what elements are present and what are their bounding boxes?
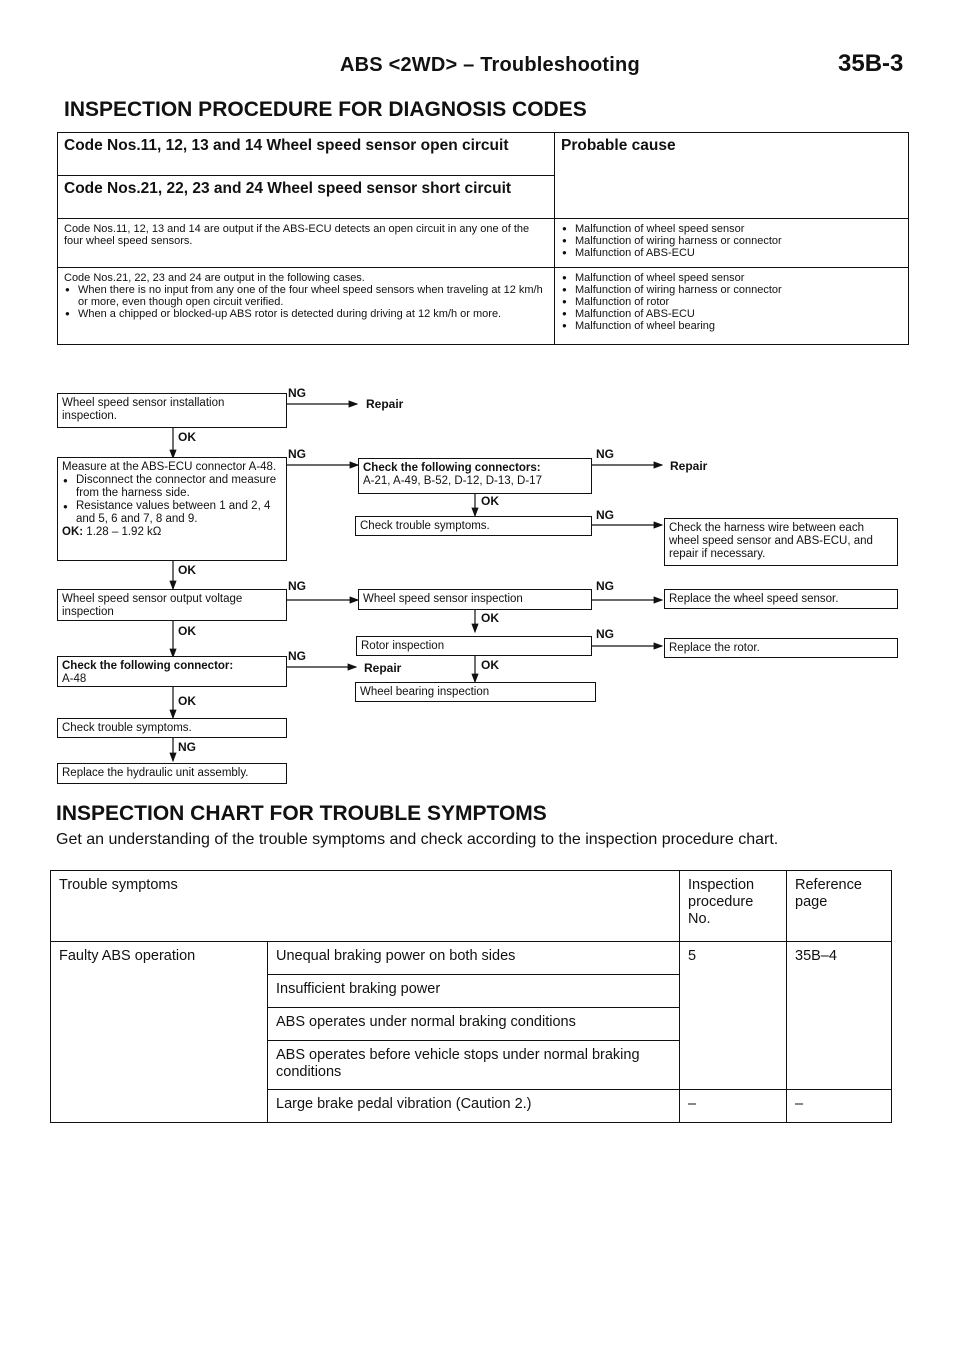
ng-label: NG bbox=[596, 508, 614, 522]
reference-last: – bbox=[787, 1090, 892, 1123]
check-connectors-title: Check the following connectors: bbox=[363, 462, 541, 474]
flow-box-measure-ecu-connector bbox=[57, 457, 287, 561]
flow-box-check-harness: Check the harness wire between each wheel speed sensor and ABS-ECU, and repair if necessary. bbox=[664, 518, 898, 566]
code-open-heading: Code Nos.11, 12, 13 and 14 Wheel speed sensor open circuit bbox=[58, 133, 555, 176]
symptom-row: Unequal braking power on both sides bbox=[268, 942, 680, 975]
trouble-symptoms-table bbox=[50, 870, 892, 1123]
flow-box-check-trouble-1: Check trouble symptoms. bbox=[355, 516, 592, 536]
short-case-item: ● When there is no input from any one of the four wheel speed sensors when traveling at 12 km/h or more, even though open circuit verified. bbox=[64, 284, 548, 308]
ok-spec-label: OK: bbox=[62, 526, 84, 538]
ok-label: OK bbox=[481, 658, 499, 672]
flow-box-check-connectors bbox=[358, 458, 592, 494]
code-short-heading: Code Nos.21, 22, 23 and 24 Wheel speed sensor short circuit bbox=[58, 176, 555, 219]
flow-box-replace-rotor: Replace the rotor. bbox=[664, 638, 898, 658]
flow-box-check-connector-a48 bbox=[57, 656, 287, 687]
repair-label-3: Repair bbox=[364, 661, 402, 675]
flow-box-replace-sensor: Replace the wheel speed sensor. bbox=[664, 589, 898, 609]
ng-label: NG bbox=[288, 649, 306, 663]
check-connector2-list: A-48 bbox=[62, 673, 87, 685]
cause-item: ● Malfunction of wheel speed sensor bbox=[561, 223, 902, 235]
ng-label: NG bbox=[178, 740, 196, 754]
ng-label: NG bbox=[596, 447, 614, 461]
ok-spec-value: 1.28 – 1.92 kΩ bbox=[86, 526, 162, 538]
reference-main: 35B–4 bbox=[787, 942, 892, 1090]
check-connectors-list: A-21, A-49, B-52, D-12, D-13, D-17 bbox=[363, 475, 542, 487]
ng-label: NG bbox=[288, 447, 306, 461]
ng-label: NG bbox=[288, 579, 306, 593]
short-case-item: ● When a chipped or blocked-up ABS rotor is detected during driving at 12 km/h or more. bbox=[64, 308, 548, 320]
cause-item: ● Malfunction of ABS-ECU bbox=[561, 308, 902, 320]
cause-item: ● Malfunction of ABS-ECU bbox=[561, 247, 902, 259]
measure-step: ● Resistance values between 1 and 2, 4 and 5, 6 and 7, 8 and 9. bbox=[62, 500, 282, 526]
ng-label: NG bbox=[596, 579, 614, 593]
ok-label: OK bbox=[178, 624, 196, 638]
flow-box-installation-inspection: Wheel speed sensor installation inspection. bbox=[57, 393, 287, 428]
section2-intro: Get an understanding of the trouble symptoms and check according to the inspection procedure chart. bbox=[56, 831, 779, 848]
flow-box-output-voltage: Wheel speed sensor output voltage inspection bbox=[57, 589, 287, 621]
check-connector2-title: Check the following connector: bbox=[62, 660, 234, 672]
flow-box-bearing-inspection: Wheel bearing inspection bbox=[355, 682, 596, 702]
page-number: 35B-3 bbox=[838, 50, 904, 77]
col-header-reference: Reference page bbox=[787, 871, 892, 942]
procedure-main: 5 bbox=[680, 942, 787, 1090]
cause-item: ● Malfunction of wiring harness or connector bbox=[561, 235, 902, 247]
cause-item: ● Malfunction of wiring harness or connector bbox=[561, 284, 902, 296]
cause-item: ● Malfunction of rotor bbox=[561, 296, 902, 308]
symptom-row: ABS operates under normal braking conditions bbox=[268, 1008, 680, 1041]
ok-label: OK bbox=[481, 611, 499, 625]
symptom-category: Faulty ABS operation bbox=[51, 942, 268, 1123]
open-description: Code Nos.11, 12, 13 and 14 are output if the ABS-ECU detects an open circuit in any one of the four wheel speed sensors. bbox=[58, 219, 555, 268]
flow-box-rotor-inspection: Rotor inspection bbox=[356, 636, 592, 656]
repair-label-1: Repair bbox=[366, 397, 404, 411]
ok-label: OK bbox=[178, 563, 196, 577]
flow-box-sensor-inspection: Wheel speed sensor inspection bbox=[358, 589, 592, 610]
cause-item: ● Malfunction of wheel speed sensor bbox=[561, 272, 902, 284]
symptom-row: Insufficient braking power bbox=[268, 975, 680, 1008]
probable-cause-heading: Probable cause bbox=[555, 133, 909, 219]
repair-label-2: Repair bbox=[670, 459, 708, 473]
section-title-trouble-symptoms: INSPECTION CHART FOR TROUBLE SYMPTOMS bbox=[56, 802, 547, 825]
col-header-procedure: Inspection procedure No. bbox=[680, 871, 787, 942]
section-title-diagnosis-codes: INSPECTION PROCEDURE FOR DIAGNOSIS CODES bbox=[64, 98, 587, 121]
ok-label: OK bbox=[481, 494, 499, 508]
short-intro: Code Nos.21, 22, 23 and 24 are output in the following cases. bbox=[64, 272, 365, 284]
page-header-title: ABS <2WD> – Troubleshooting bbox=[340, 54, 640, 76]
procedure-last: – bbox=[680, 1090, 787, 1123]
measure-ok-spec bbox=[62, 526, 282, 539]
ok-label: OK bbox=[178, 430, 196, 444]
flow-box-check-trouble-2: Check trouble symptoms. bbox=[57, 718, 287, 738]
cause-item: ● Malfunction of wheel bearing bbox=[561, 320, 902, 332]
measure-title: Measure at the ABS-ECU connector A-48. bbox=[62, 461, 277, 473]
measure-step: ● Disconnect the connector and measure from the harness side. bbox=[62, 474, 282, 500]
ng-label: NG bbox=[288, 386, 306, 400]
ng-label: NG bbox=[596, 627, 614, 641]
col-header-symptoms: Trouble symptoms bbox=[51, 871, 680, 942]
symptom-row: ABS operates before vehicle stops under normal braking conditions bbox=[268, 1041, 680, 1090]
flow-box-replace-hydraulic: Replace the hydraulic unit assembly. bbox=[57, 763, 287, 784]
ok-label: OK bbox=[178, 694, 196, 708]
symptom-row: Large brake pedal vibration (Caution 2.) bbox=[268, 1090, 680, 1123]
